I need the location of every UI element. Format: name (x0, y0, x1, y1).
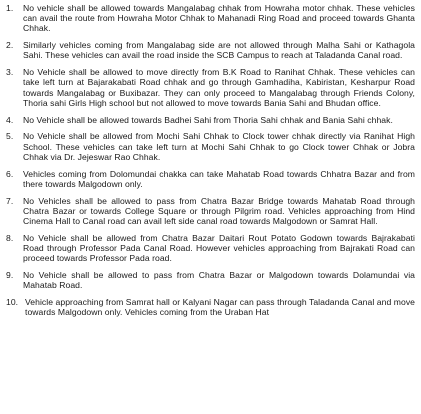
item-text: Vehicle approaching from Samrat hall or Kalyani Nagar can pass through Taladanda Canal and move towards Malgodown only. Vehicles coming from the Uraban Hat (25, 297, 415, 318)
item-text: No Vehicle shall be allowed from Mochi Sahi Chhak to Clock tower chhak directly via Ranihat High School. These vehicles can take left turn at Mochi Sahi Chhak to go Clock tower Chhak or Jobra Chhak via Dr. Jejeswar Rao Chhak. (23, 131, 415, 162)
item-text: No vehicle shall be allowed towards Mangalabag chhak from Howraha motor chhak. These vehicles can avail the route from Howraha Motor Chhak to Mahanadi Ring Road and proceed towards Ghanta Chhak. (23, 3, 415, 34)
list-item (6, 40, 415, 60)
item-number: 8. (6, 232, 14, 243)
list-item (6, 297, 415, 317)
item-number: 9. (6, 270, 14, 281)
item-text: No Vehicle shall be allowed to pass from Chatra Bazar or Malgodown towards Dolamundai via Mahatab Road. (23, 270, 415, 291)
item-text: Vehicles coming from Dolomundai chakka can take Mahatab Road towards Chhatra Bazar and from there towards Malgodown only. (23, 168, 415, 189)
item-number: 6. (6, 168, 14, 179)
list-item (6, 270, 415, 290)
item-text: No Vehicles shall be allowed to pass from Chatra Bazar Bridge towards Mahatab Road through Chatra Bazar or towards College Square or through Pilgrim road. Vehicles approaching from Hind Cinema Hall to Canal road can avail left side canal road towards Malgodown or Samrat Hall. (23, 195, 415, 227)
item-number: 7. (6, 195, 14, 206)
item-text: No Vehicle shall be allowed towards Badhei Sahi from Thoria Sahi chhak and Bania Sahi chhak. (23, 114, 393, 125)
item-number: 5. (6, 131, 14, 142)
item-number: 1. (6, 3, 14, 13)
item-number: 2. (6, 40, 14, 51)
item-text: No Vehicle shall be allowed from Chatra Bazar Daitari Rout Potato Godown towards Bajrakabati Road through Professor Pada Canal Road. However vehicles approaching from Bajrakati Road can proceed towards Professor Pada road. (23, 232, 415, 264)
list-item (6, 131, 415, 162)
list-item (6, 67, 415, 108)
item-number: 3. (6, 67, 14, 78)
item-text: Similarly vehicles coming from Mangalabag side are not allowed through Malha Sahi or Kathagola Sahi. These vehicles can avail the road inside the SCB Campus to reach at Taladanda Canal road. (23, 40, 415, 61)
list-item (6, 233, 415, 264)
list-item (6, 115, 415, 125)
item-number: 10. (6, 297, 19, 308)
traffic-restrictions-list (6, 3, 415, 317)
list-item (6, 196, 415, 227)
list-item (6, 3, 415, 34)
item-number: 4. (6, 114, 14, 125)
list-item (6, 169, 415, 189)
item-text: No Vehicle shall be allowed to move directly from B.K Road to Ranihat Chhak. These vehicles can take left turn at Bajarakabati Road chhak and go through Gamhadiha, Kabiristan, Kesharpur Road towards Mangalabag or Buxibazar. They can only proceed to Mangalabag through Friends Colony, Thoria sahi Girls High school but not allowed to move towards Bania Sahi and Bhudan office. (23, 67, 415, 108)
